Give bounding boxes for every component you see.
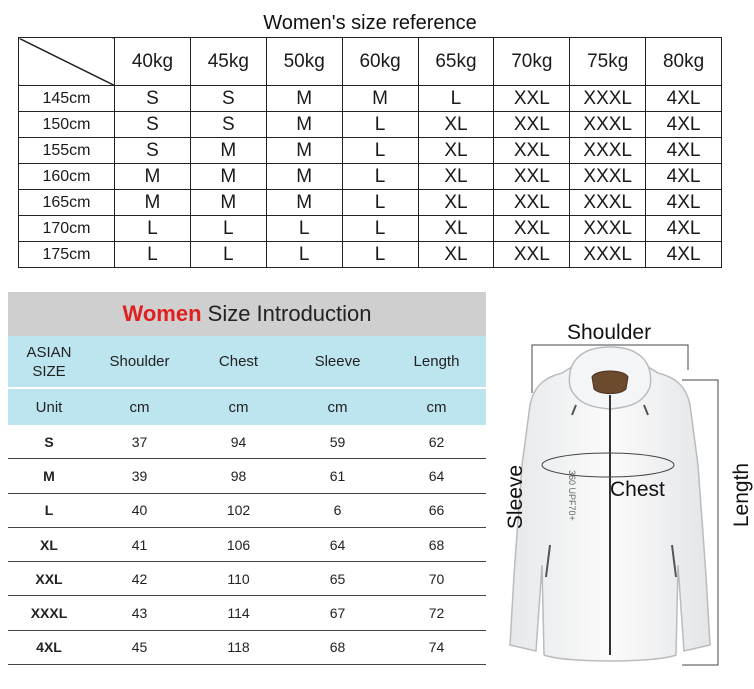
- shoulder-value: 45: [131, 639, 148, 656]
- size-cell: XL: [418, 242, 494, 268]
- size-cell: XL: [418, 138, 494, 164]
- chest-value: 110: [227, 570, 250, 587]
- unit-cell: cm: [426, 398, 447, 416]
- size-reference-table: [18, 37, 722, 268]
- size-cell: 4XL: [646, 242, 722, 268]
- measurement-header-row: [8, 336, 486, 389]
- header-asian-size: ASIAN SIZE: [26, 343, 72, 380]
- size-introduction-table: [8, 292, 486, 665]
- size-cell: XXXL: [570, 138, 646, 164]
- table-row: [8, 596, 486, 630]
- size-cell: 4XL: [646, 112, 722, 138]
- height-cell: 160cm: [19, 164, 115, 190]
- size-cell: M: [266, 164, 342, 190]
- weight-header: 45kg: [190, 38, 266, 86]
- size-cell: M: [115, 190, 191, 216]
- size-cell: 4XL: [646, 164, 722, 190]
- size-label: S: [44, 433, 54, 450]
- size-cell: XXL: [494, 112, 570, 138]
- size-cell: XXL: [494, 86, 570, 112]
- header-chest: Chest: [218, 353, 259, 370]
- unit-row: [8, 389, 486, 425]
- size-cell: L: [342, 138, 418, 164]
- size-cell: L: [342, 190, 418, 216]
- size-introduction-title: [8, 292, 486, 336]
- size-cell: XXL: [494, 164, 570, 190]
- size-cell: L: [266, 242, 342, 268]
- size-cell: XXXL: [570, 216, 646, 242]
- weight-header-row: [19, 38, 722, 86]
- table-row: [19, 190, 722, 216]
- size-cell: M: [266, 112, 342, 138]
- size-cell: XXXL: [570, 242, 646, 268]
- table-row: [8, 631, 486, 665]
- chest-value: 102: [226, 502, 251, 519]
- size-cell: XXL: [494, 216, 570, 242]
- chest-value: 98: [230, 467, 247, 484]
- unit-cell: cm: [228, 398, 249, 416]
- size-cell: S: [190, 86, 266, 112]
- height-cell: 175cm: [19, 242, 115, 268]
- size-label: 4XL: [36, 639, 62, 656]
- size-cell: XXXL: [570, 190, 646, 216]
- size-cell: L: [342, 164, 418, 190]
- weight-header: 60kg: [342, 38, 418, 86]
- size-cell: L: [418, 86, 494, 112]
- table-row: [8, 425, 486, 459]
- height-cell: 170cm: [19, 216, 115, 242]
- size-cell: XXL: [494, 190, 570, 216]
- chest-value: 106: [226, 536, 251, 553]
- unit-label: Unit: [35, 398, 63, 416]
- shoulder-value: 39: [131, 467, 148, 484]
- sleeve-value: 64: [329, 536, 346, 553]
- weight-header: 65kg: [418, 38, 494, 86]
- table-row: [19, 86, 722, 112]
- size-cell: L: [342, 242, 418, 268]
- sleeve-value: 61: [329, 467, 346, 484]
- size-cell: XL: [418, 112, 494, 138]
- size-cell: M: [190, 190, 266, 216]
- size-cell: M: [190, 138, 266, 164]
- weight-header: 75kg: [570, 38, 646, 86]
- weight-header: 50kg: [266, 38, 342, 86]
- height-cell: 145cm: [19, 86, 115, 112]
- size-cell: XL: [418, 216, 494, 242]
- shoulder-value: 43: [131, 605, 148, 622]
- length-value: 68: [428, 536, 445, 553]
- shoulder-value: 40: [131, 502, 148, 519]
- table-row: [19, 242, 722, 268]
- corner-cell: [19, 38, 115, 86]
- size-cell: S: [115, 86, 191, 112]
- sleeve-label: Sleeve: [504, 464, 527, 530]
- jacket-print-text: 360 UPF70+: [567, 470, 577, 521]
- table-row: [8, 528, 486, 562]
- shoulder-value: 37: [131, 433, 148, 450]
- header-length: Length: [413, 353, 460, 370]
- size-cell: XXL: [494, 242, 570, 268]
- sleeve-value: 59: [329, 433, 346, 450]
- chest-label: Chest: [610, 478, 665, 501]
- measurement-rows: [8, 425, 486, 665]
- size-cell: M: [190, 164, 266, 190]
- size-cell: XL: [418, 190, 494, 216]
- size-cell: 4XL: [646, 190, 722, 216]
- table-row: [8, 562, 486, 596]
- table-row: [8, 459, 486, 493]
- weight-header: 80kg: [646, 38, 722, 86]
- title-rest: Size Introduction: [201, 301, 372, 326]
- size-cell: XXXL: [570, 86, 646, 112]
- shoulder-label: Shoulder: [567, 321, 652, 344]
- size-label: L: [44, 502, 54, 519]
- chest-value: 114: [227, 605, 250, 622]
- table-row: [19, 138, 722, 164]
- length-value: 72: [428, 605, 445, 622]
- unit-cell: cm: [129, 398, 150, 416]
- length-value: 74: [428, 639, 445, 656]
- length-label: Length: [730, 462, 753, 528]
- length-value: 70: [428, 570, 445, 587]
- height-cell: 165cm: [19, 190, 115, 216]
- size-label: XXXL: [30, 605, 68, 622]
- sleeve-value: 68: [329, 639, 346, 656]
- size-cell: XXXL: [570, 112, 646, 138]
- size-label: XXL: [35, 570, 63, 587]
- sleeve-value: 6: [333, 502, 342, 519]
- size-cell: L: [115, 242, 191, 268]
- weight-header: 40kg: [115, 38, 191, 86]
- size-label: XL: [40, 536, 58, 553]
- table-row: [8, 494, 486, 528]
- size-cell: M: [266, 86, 342, 112]
- size-cell: 4XL: [646, 86, 722, 112]
- size-cell: M: [266, 138, 342, 164]
- size-cell: 4XL: [646, 138, 722, 164]
- sleeve-value: 65: [329, 570, 346, 587]
- unit-cell: cm: [327, 398, 348, 416]
- size-cell: 4XL: [646, 216, 722, 242]
- jacket-measurement-diagram: [486, 315, 753, 689]
- size-cell: L: [342, 112, 418, 138]
- height-cell: 150cm: [19, 112, 115, 138]
- size-label: M: [43, 467, 55, 484]
- header-sleeve: Sleeve: [314, 353, 361, 370]
- size-cell: XL: [418, 164, 494, 190]
- size-cell: S: [190, 112, 266, 138]
- size-cell: M: [342, 86, 418, 112]
- size-cell: S: [115, 138, 191, 164]
- size-cell: M: [115, 164, 191, 190]
- header-shoulder: Shoulder: [109, 353, 170, 370]
- chest-value: 94: [230, 433, 247, 450]
- length-value: 62: [428, 433, 445, 450]
- size-cell: L: [190, 216, 266, 242]
- weight-header: 70kg: [494, 38, 570, 86]
- height-cell: 155cm: [19, 138, 115, 164]
- size-cell: L: [342, 216, 418, 242]
- size-cell: XXL: [494, 138, 570, 164]
- table-row: [19, 216, 722, 242]
- shoulder-value: 41: [131, 536, 148, 553]
- size-cell: S: [115, 112, 191, 138]
- length-value: 64: [428, 467, 445, 484]
- chest-value: 118: [227, 639, 250, 656]
- shoulder-value: 42: [131, 570, 148, 587]
- title-accent: Women: [122, 301, 202, 326]
- table-row: [19, 164, 722, 190]
- size-cell: L: [190, 242, 266, 268]
- size-cell: M: [266, 190, 342, 216]
- sleeve-value: 67: [329, 605, 346, 622]
- size-cell: L: [266, 216, 342, 242]
- length-value: 66: [428, 502, 445, 519]
- size-reference-title: Women's size reference: [263, 12, 477, 34]
- table-row: [19, 112, 722, 138]
- size-cell: XXXL: [570, 164, 646, 190]
- size-cell: L: [115, 216, 191, 242]
